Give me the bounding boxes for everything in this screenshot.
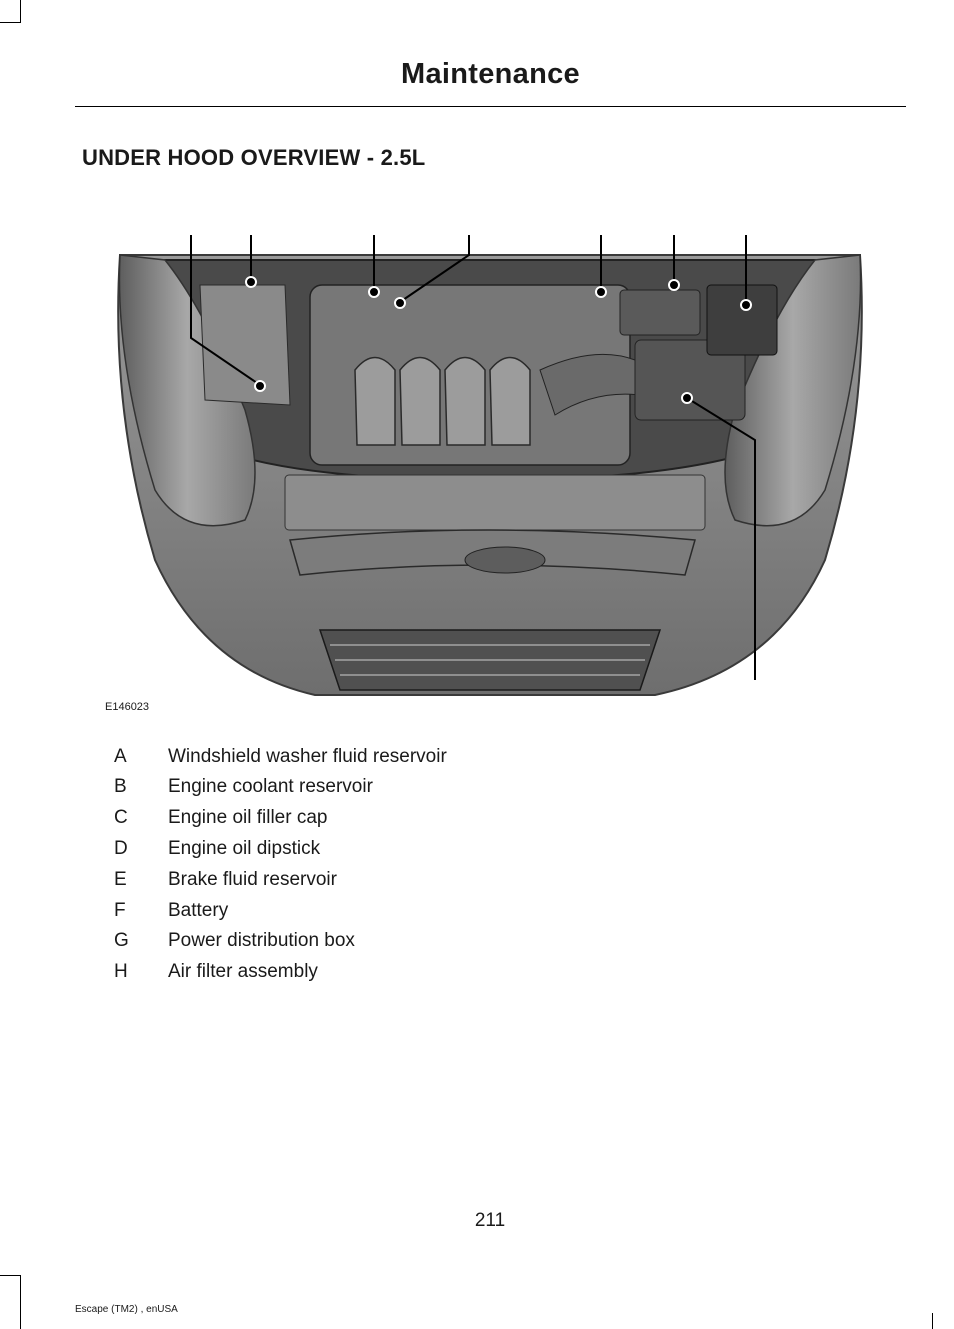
crop-mark-top-left-h [0, 22, 21, 23]
legend-text: Brake fluid reservoir [168, 869, 337, 890]
crop-mark-bottom-right-v [932, 1313, 933, 1329]
legend-text: Battery [168, 900, 229, 921]
legend-text: Windshield washer fluid reservoir [168, 746, 447, 767]
battery-shape [707, 285, 777, 355]
page-number: 211 [474, 1210, 506, 1231]
legend-key: B [114, 776, 127, 797]
legend-key: D [114, 838, 128, 859]
crop-mark-top-left-v [20, 0, 21, 22]
section-title: UNDER HOOD OVERVIEW - 2.5L [82, 145, 426, 170]
radiator-support-shape [285, 475, 705, 530]
legend-key: C [114, 807, 128, 828]
legend-key: E [114, 869, 127, 890]
header-rule [75, 106, 906, 107]
crop-mark-bottom-left-h [0, 1275, 21, 1276]
legend-text: Engine coolant reservoir [168, 776, 373, 797]
footer-text: Escape (TM2) , enUSA [75, 1304, 178, 1315]
legend-key: G [114, 930, 129, 951]
legend-key: A [114, 746, 127, 767]
crop-mark-bottom-left-v [20, 1275, 21, 1329]
legend-text: Engine oil filler cap [168, 807, 328, 828]
legend-text: Power distribution box [168, 930, 355, 951]
engine-bay-illustration [95, 230, 875, 720]
figure-id: E146023 [105, 701, 150, 713]
washer-reservoir-shape [200, 285, 290, 405]
page-header: Maintenance [401, 58, 580, 90]
legend-text: Engine oil dipstick [168, 838, 321, 859]
legend-text: Air filter assembly [168, 961, 318, 982]
legend-key: F [114, 900, 126, 921]
power-distribution-box-shape [620, 290, 700, 335]
badge-shape [465, 547, 545, 573]
legend-key: H [114, 961, 128, 982]
